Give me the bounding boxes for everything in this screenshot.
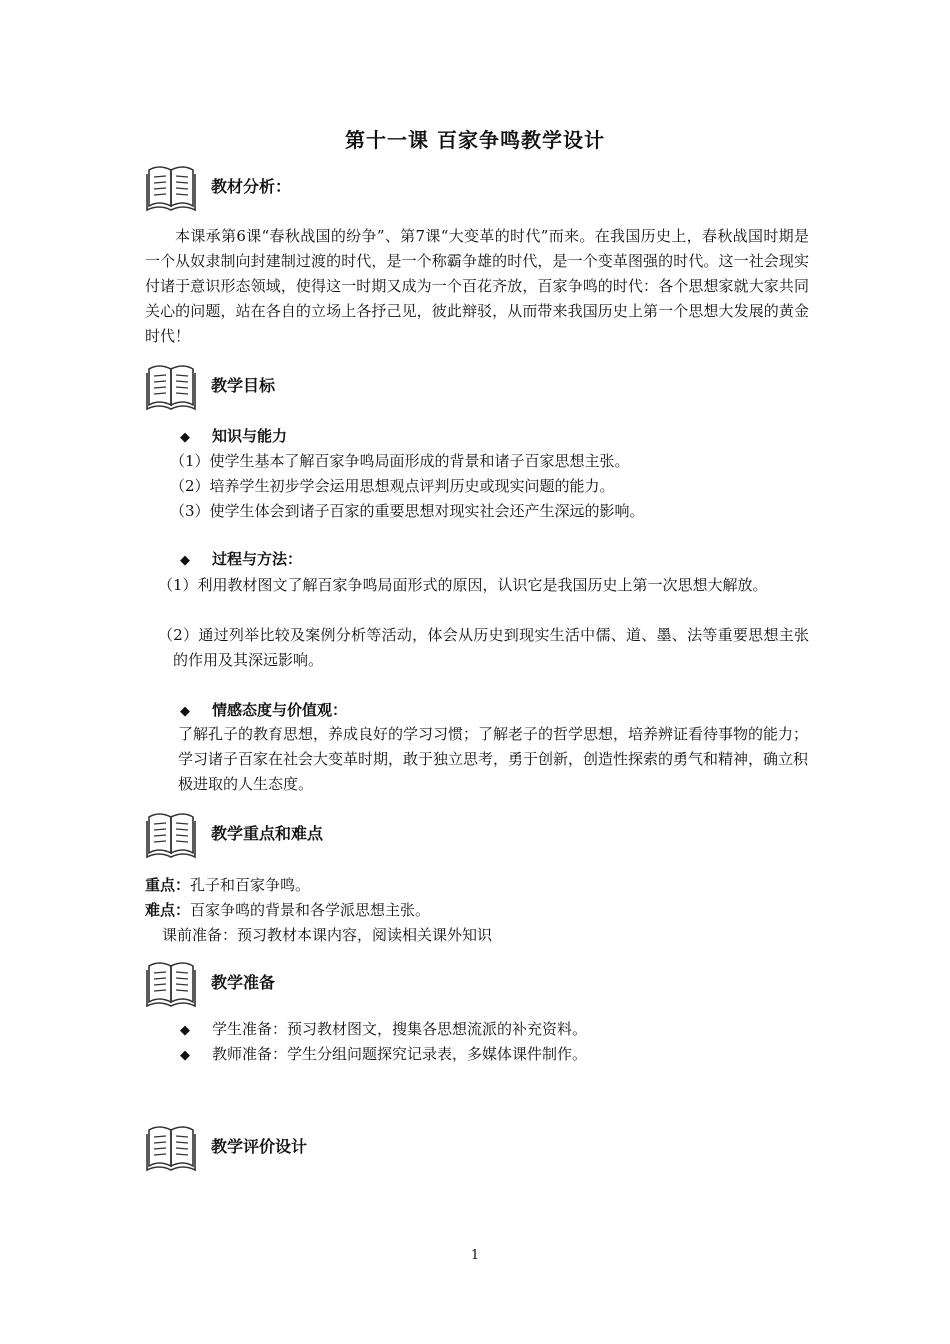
book-icon: [145, 1120, 197, 1172]
book-icon: [145, 359, 197, 411]
knowledge-item: （3）使学生体会到诸子百家的重要思想对现实社会还产生深远的影响。: [170, 502, 645, 520]
key-point-line: [145, 873, 310, 897]
section-header-analysis: [145, 160, 805, 212]
book-icon: [145, 160, 197, 212]
knowledge-item: （1）使学生基本了解百家争鸣局面形成的背景和诸子百家思想主张。: [170, 452, 630, 470]
process-item: （1）利用教材图文了解百家争鸣局面形式的原因，认识它是我国历史上第一次思想大解放。: [158, 576, 768, 594]
diamond-bullet-icon: ◆: [180, 1048, 190, 1063]
prep-item: ◆ 学生准备：预习教材图文，搜集各思想流派的补充资料。: [180, 1017, 587, 1043]
diamond-bullet-icon: ◆: [180, 430, 190, 445]
section-title-eval: 教学评价设计: [211, 1137, 308, 1156]
section-title-goals: 教学目标: [211, 376, 276, 395]
diamond-bullet-icon: ◆: [180, 1023, 190, 1038]
page-title: 第十一课 百家争鸣教学设计: [345, 128, 605, 152]
section-title-keypoints: 教学重点和难点: [211, 824, 324, 843]
book-icon: [145, 956, 197, 1008]
prep-item: ◆ 教师准备：学生分组问题探究记录表，多媒体课件制作。: [180, 1042, 587, 1068]
section-header-keypoints: [145, 807, 805, 859]
goal-knowledge-heading: ◆ 知识与能力: [180, 424, 287, 450]
section-header-prep: [145, 956, 805, 1008]
page-number: 1: [470, 1248, 480, 1263]
difficulty-line: [145, 898, 430, 922]
goal-emotion-heading: ◆ 情感态度与价值观：: [180, 698, 347, 724]
book-icon: [145, 807, 197, 859]
section-title-prep: 教学准备: [211, 973, 276, 992]
diamond-bullet-icon: ◆: [180, 553, 190, 568]
process-item: （2）通过列举比较及案例分析等活动，体会从历史到现实生活中儒、道、墨、法等重要思想主张的作用及其深远影响。: [158, 626, 809, 669]
emotion-paragraph: 了解孔子的教育思想，养成良好的学习习惯；了解老子的哲学思想，培养辨证看待事物的能力；学习诸子百家在社会大变革时期，敢于独立思考，勇于创新，创造性探索的勇气和精神，确立积极进取的人生态度。: [178, 725, 809, 793]
difficulty-label: 难点：: [145, 901, 191, 919]
section-header-goals: [145, 359, 805, 411]
pre-class-line: 课前准备：预习教材本课内容，阅读相关课外知识: [162, 926, 493, 944]
goal-process-heading: ◆ 过程与方法：: [180, 547, 302, 573]
difficulty-text: 百家争鸣的背景和各学派思想主张。: [190, 901, 431, 919]
knowledge-item: （2）培养学生初步学会运用思想观点评判历史或现实问题的能力。: [170, 477, 615, 495]
analysis-paragraph: 本课承第6课“春秋战国的纷争”、第7课“大变革的时代”而来。在我国历史上，春秋战国时期是一个从奴隶制向封建制过渡的时代，是一个称霸争雄的时代，是一个变革图强的时代。这一社会现实付诸于意识形态领域，使得这一时期又成为一个百花齐放，百家争鸣的时代：各个思想家就大家共同关心的问题，站在各自的立场上各抒己见，彼此辩驳，从而带来我国历史上第一个思想大发展的黄金时代！: [145, 227, 809, 345]
key-point-label: 重点：: [145, 876, 191, 894]
section-header-eval: [145, 1120, 805, 1172]
key-point-text: 孔子和百家争鸣。: [190, 876, 311, 894]
section-title-analysis: 教材分析：: [211, 177, 292, 196]
diamond-bullet-icon: ◆: [180, 704, 190, 719]
